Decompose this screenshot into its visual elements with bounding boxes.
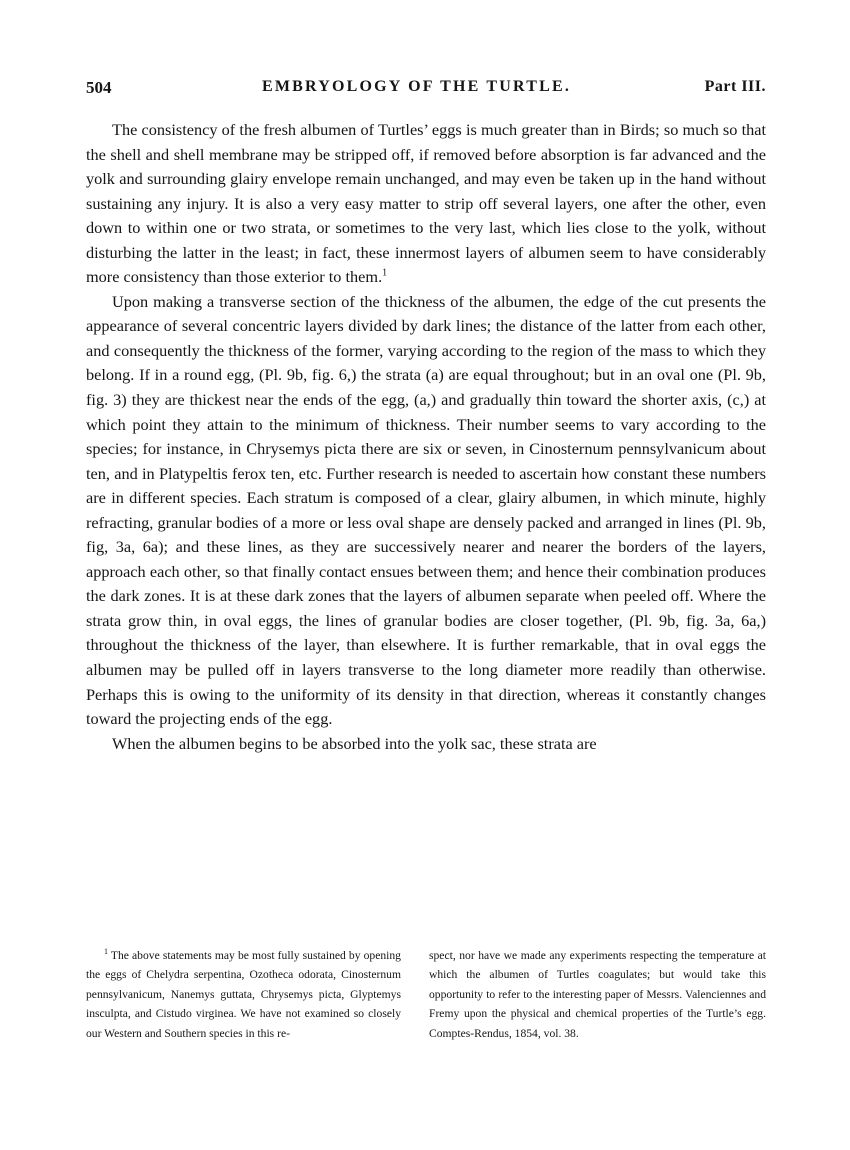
footnote-1-continued: spect, nor have we made any experiments respecting the temperature at which the albumen of Turtles coagulates; but would take this opportunity to refer to the interesting paper of Messrs. Valenciennes and Fremy upon the physical and chemical properties of the Turtle’s egg. Comptes-Rendus, 1854, vol. 38. (429, 949, 766, 1040)
running-title: EMBRYOLOGY OF THE TURTLE. (262, 78, 572, 95)
running-header (86, 78, 766, 102)
part-label: Part III. (704, 78, 766, 95)
body-text (86, 118, 766, 756)
footnote-column-right (429, 946, 766, 1043)
footnote-left-text: The above statements may be most fully sustained by opening the eggs of Chelydra serpentina, Ozotheca odorata, Cinosternum pennsylvanicum, Nanemys guttata, Chrysemys picta, Glyptemys insculpta, and Cistudo virginea. We have not examined so closely our Western and Southern species in this re- (86, 949, 401, 1040)
footnote-1-start (86, 946, 401, 1043)
paragraph-1 (86, 118, 766, 290)
paragraph-1-text: The consistency of the fresh albumen of Turtles’ eggs is much greater than in Birds; so much so that the shell and shell membrane may be stripped off, if removed before absorption is far advanced and the yolk and surrounding glairy envelope remain unchanged, and may even be taken up in the hand without sustaining any injury. It is also a very easy matter to strip off several layers, one after the other, even down to within one or two strata, or sometimes to the very last, which lies close to the yolk, without disturbing the latter in the least; in fact, these innermost layers of albumen seem to have considerably more consistency than those exterior to them. (86, 120, 766, 287)
footnote-reference: 1 (382, 267, 388, 279)
footnote-column-left (86, 946, 401, 1043)
footnote-marker: 1 (104, 947, 108, 957)
paragraph-2: Upon making a transverse section of the thickness of the albumen, the edge of the cut presents the appearance of several concentric layers divided by dark lines; the distance of the latter from each other, and consequently the thickness of the former, varying according to the region of the mass to which they belong. If in a round egg, (Pl. 9b, fig. 6,) the strata (a) are equal throughout; but in an oval one (Pl. 9b, fig. 3) they are thickest near the ends of the egg, (a,) and gradually thin toward the shorter axis, (c,) at which point they attain to the minimum of thickness. Their number seems to vary according to the species; for instance, in Chrysemys picta there are six or seven, in Cinosternum pennsylvanicum about ten, and in Platypeltis ferox ten, etc. Further research is needed to ascertain how constant these numbers are in different species. Each stratum is composed of a clear, glairy albumen, in which minute, highly refracting, granular bodies of a more or less oval shape are densely packed and arranged in lines (Pl. 9b, fig, 3a, 6a); and these lines, as they are successively nearer and nearer the borders of the layers, approach each other, so that finally contact ensues between them; and hence their combination produces the dark zones. It is at these dark zones that the layers of albumen separate when peeled off. Where the strata grow thin, in oval eggs, the lines of granular bodies are closer together, (Pl. 9b, fig. 3a, 6a,) throughout the thickness of the layer, than elsewhere. It is further remarkable, that in oval eggs the albumen may be pulled off in layers transverse to the long diameter more readily than otherwise. Perhaps this is owing to the uniformity of its density in that direction, whereas it constantly changes toward the projecting ends of the egg. (86, 291, 766, 729)
paragraph-3: When the albumen begins to be absorbed into the yolk sac, these strata are (112, 733, 597, 753)
page-number: 504 (86, 78, 112, 97)
